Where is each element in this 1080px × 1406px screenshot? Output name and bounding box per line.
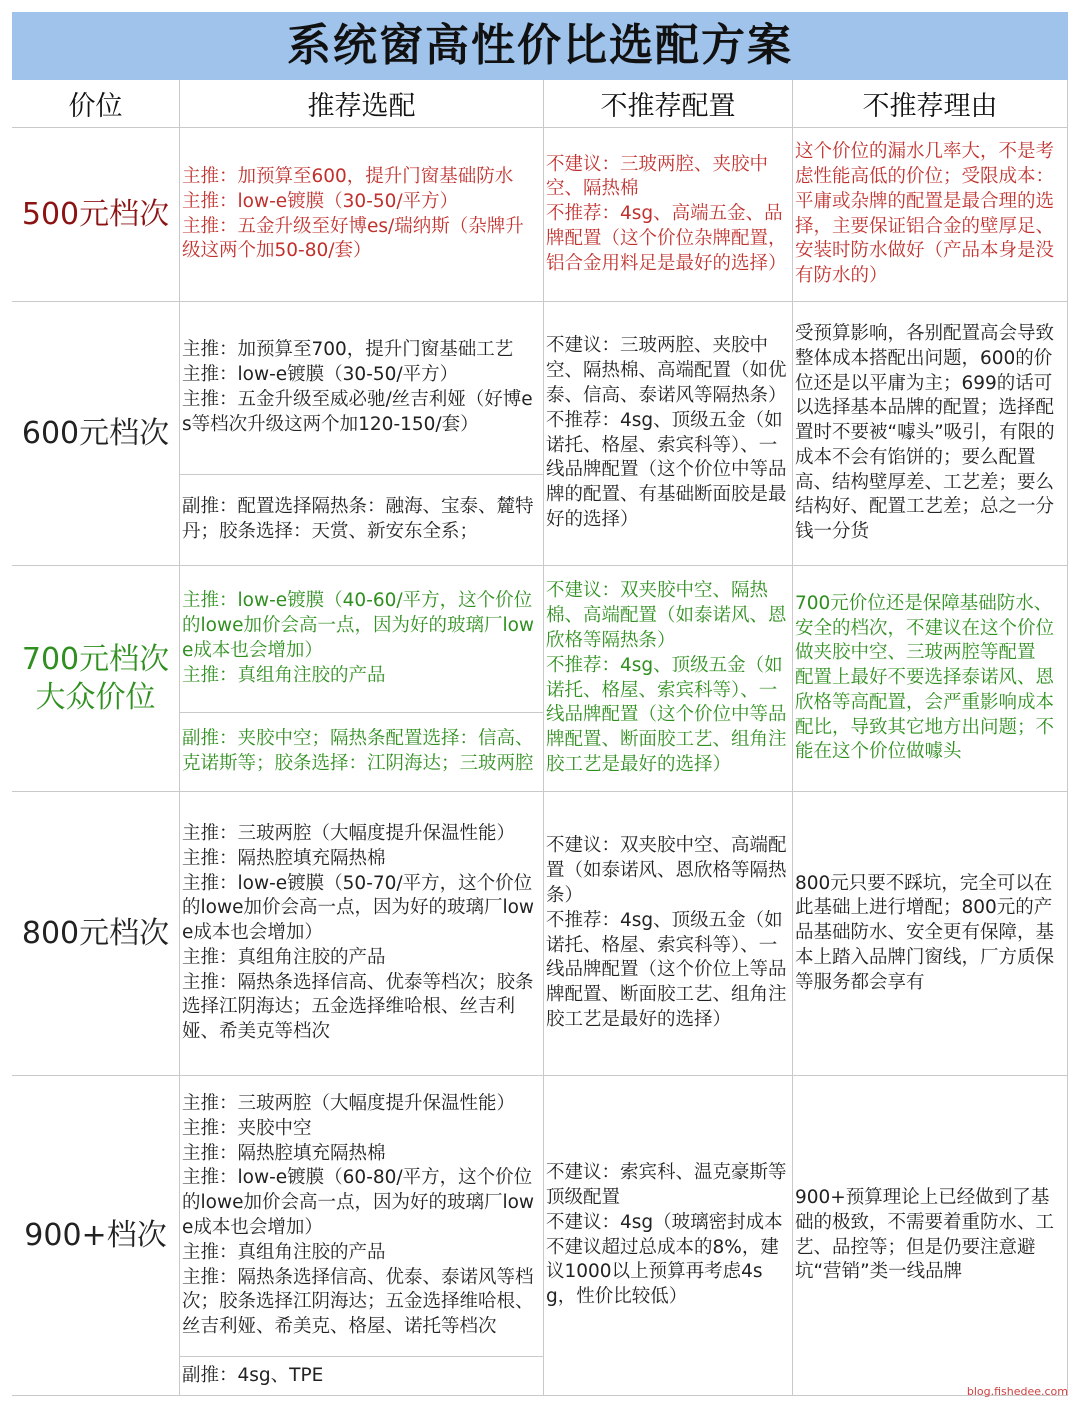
recommend-sub-text: 副推：配置选择隔热条：融海、宝泰、麓特丹；胶条选择：天赏、新安东全系；: [182, 496, 534, 542]
row-500-not-recommend: [544, 128, 793, 302]
price-label: 800元档次: [21, 915, 170, 951]
reason-text: 受预算影响，各别配置高会导致整体成本搭配出问题，600的价位还是以平庸为主；699的话可以选择基本品牌的配置；选择配置时不要被“噱头”吸引，有限的成本不会有馅饼的；要么配置高、结构壁厚差、工艺差；要么结构好、配置工艺差；总之一分钱一分货: [795, 322, 1055, 543]
recommend-sub-text: 副推：4sg、TPE: [182, 1364, 324, 1386]
price-label: 700元档次: [21, 641, 170, 677]
row-800-recommend-main: [180, 792, 544, 1076]
row-800-not-recommend: [544, 792, 793, 1076]
reason-text: 800元只要不踩坑，完全可以在此基础上进行增配；800元的产品基础防水、安全更有保障，基本上踏入品牌门窗线，厂方质保等服务都会享有: [795, 872, 1055, 993]
recommend-main-text: 主推：加预算至700，提升门窗基础工艺 主推：low-e镀膜（30-50/平方） 主推：五金升级至威必驰/丝吉利娅（好博es等档次升级这两个加120-150/套）: [182, 339, 533, 435]
plan-table: [12, 12, 1068, 1396]
price-label: 600元档次: [21, 415, 170, 451]
recommend-main-text: 主推：low-e镀膜（40-60/平方，这个价位的lowe加价会高一点，因为好的玻璃厂lowe成本也会增加） 主推：真组角注胶的产品: [182, 590, 535, 686]
header-reason: 不推荐理由: [793, 80, 1068, 128]
row-700-recommend-sub: [180, 712, 544, 792]
row-600-price: [12, 302, 180, 566]
row-900-recommend-sub: [180, 1356, 544, 1396]
price-label: 900+档次: [24, 1217, 167, 1253]
not-recommend-text: 不建议：双夹胶中空、高端配置（如泰诺风、恩欣格等隔热条） 不推荐：4sg、顶级五金（如诺托、格屋、索宾科等）、一线品牌配置（这个价位上等品牌配置、断面胶工艺、组角注胶工艺是最好的选择）: [546, 835, 787, 1030]
row-500-reason: [793, 128, 1068, 302]
row-500-recommend-main: [180, 128, 544, 302]
row-800-price: [12, 792, 180, 1076]
reason-text: 900+预算理论上已经做到了基础的极致，不需要着重防水、工艺、品控等；但是仍要注意避坑“营销”类一线品牌: [795, 1186, 1055, 1283]
recommend-main-text: 主推：三玻两腔（大幅度提升保温性能） 主推：夹胶中空 主推：隔热腔填充隔热棉 主推：low-e镀膜（60-80/平方，这个价位的lowe加价会高一点，因为好的玻璃厂lowe成本也会增加） 主推：真组角注胶的产品 主推：隔热条选择信高、优泰、泰诺风等档次；胶条选择江阴海达；五金选择维哈根、丝吉利娅、希美克、格屋、诺托等档次: [182, 1093, 535, 1338]
reason-text: 700元价位还是保障基础防水、安全的档次，不建议在这个价位做夹胶中空、三玻两腔等配置 配置上最好不要选择泰诺风、恩欣格等高配置，会严重影响成本配比，导致其它地方出问题；不能在这个价位做噱头: [795, 592, 1055, 763]
row-500-price: [12, 128, 180, 302]
row-800-reason: [793, 792, 1068, 1076]
price-label: 500元档次: [21, 196, 170, 232]
header-price: 价位: [12, 80, 180, 128]
recommend-main-text: 主推：加预算至600，提升门窗基础防水 主推：low-e镀膜（30-50/平方） 主推：五金升级至好博es/瑞纳斯（杂牌升级这两个加50-80/套）: [182, 165, 524, 262]
reason-text: 这个价位的漏水几率大，不是考虑性能高低的价位；受限成本：平庸或杂牌的配置是最合理的选择，主要保证铝合金的壁厚足、安装时防水做好（产品本身是没有防水的）: [795, 141, 1055, 287]
not-recommend-text: 不建议：三玻两腔、夹胶中空、隔热棉、高端配置（如优泰、信高、泰诺风等隔热条） 不推荐：4sg、顶级五金（如诺托、格屋、索宾科等）、一线品牌配置（这个价位中等品牌的配置、有基础断面胶是最好的选择）: [546, 335, 787, 530]
row-600-reason: [793, 302, 1068, 566]
not-recommend-text: 不建议：双夹胶中空、隔热棉、高端配置（如泰诺风、恩欣格等隔热条） 不推荐：4sg、顶级五金（如诺托、格屋、索宾科等）、一线品牌配置（这个价位中等品牌配置、断面胶工艺、组角注胶工艺是最好的选择）: [546, 580, 787, 775]
header-recommend: 推荐选配: [180, 80, 544, 128]
table-title: 系统窗高性价比选配方案: [12, 12, 1068, 80]
not-recommend-text: 不建议：三玻两腔、夹胶中空、隔热棉 不推荐：4sg、高端五金、品牌配置（这个价位杂牌配置，铝合金用料足是最好的选择）: [546, 153, 787, 274]
row-700-not-recommend: [544, 566, 793, 792]
row-700-recommend-main: [180, 566, 544, 712]
row-900-reason: [793, 1076, 1068, 1396]
not-recommend-text: 不建议：索宾科、温克豪斯等顶级配置 不建议：4sg（玻璃密封成本不建议超过总成本的8%，建议1000以上预算再考虑4sg，性价比较低）: [546, 1162, 787, 1308]
row-900-not-recommend: [544, 1076, 793, 1396]
header-not-recommend: 不推荐配置: [544, 80, 793, 128]
recommend-sub-text: 副推：夹胶中空；隔热条配置选择：信高、克诺斯等；胶条选择：江阴海达；三玻两腔: [182, 728, 534, 774]
row-900-price: [12, 1076, 180, 1396]
row-600-recommend-main: [180, 302, 544, 474]
watermark: blog.fishedee.com: [966, 1385, 1068, 1398]
recommend-main-text: 主推：三玻两腔（大幅度提升保温性能） 主推：隔热腔填充隔热棉 主推：low-e镀膜（50-70/平方，这个价位的lowe加价会高一点，因为好的玻璃厂lowe成本也会增加） 主推：真组角注胶的产品 主推：隔热条选择信高、优泰等档次；胶条选择江阴海达；五金选择维哈根、丝吉利娅、希美克等档次: [182, 822, 535, 1043]
price-sublabel: 大众价位: [35, 679, 156, 715]
row-900-recommend-main: [180, 1076, 544, 1356]
row-600-recommend-sub: [180, 474, 544, 566]
row-600-not-recommend: [544, 302, 793, 566]
row-700-reason: [793, 566, 1068, 792]
row-700-price: [12, 566, 180, 792]
